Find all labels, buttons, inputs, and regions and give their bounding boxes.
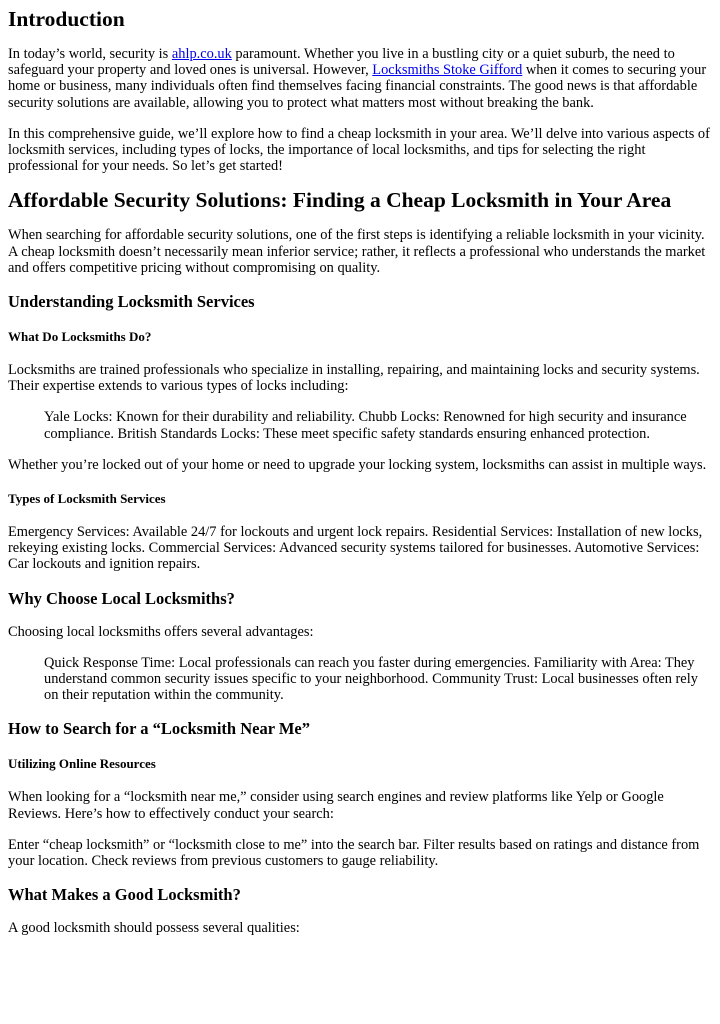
what-paragraph-2: Whether you’re locked out of your home or need to upgrade your locking system, locksmiths can assist in multiple ways.	[8, 456, 707, 473]
lock-types-quote: Yale Locks: Known for their durability and reliability. Chubb Locks: Renowned for high security and insurance compliance. British Standards Locks: These meet specific safety standards ensuring enhanced protection.	[44, 409, 687, 442]
online-paragraph-2: Enter “cheap locksmith” or “locksmith close to me” into the search bar. Filter results based on ratings and distance from your location. Check reviews from previous customers to gauge reliability.	[8, 836, 700, 870]
search-heading: How to Search for a “Locksmith Near Me”	[8, 719, 311, 739]
intro-heading: Introduction	[8, 7, 125, 31]
good-locksmith-paragraph: A good locksmith should possess several qualities:	[8, 920, 300, 937]
understanding-heading: Understanding Locksmith Services	[8, 292, 255, 312]
types-paragraph: Emergency Services: Available 24/7 for lockouts and urgent lock repairs. Residential Services: Installation of new locks, rekeying existing locks. Commercial Services: Advanced security systems tailored for businesses. Automotive Services: Car lockouts and ignition repairs.	[8, 524, 703, 573]
what-paragraph-1: Locksmiths are trained professionals who specialize in installing, repairing, and maintaining locks and security systems. Their expertise extends to various types of locks including:	[8, 362, 700, 395]
ahlp-link[interactable]: ahlp.co.uk	[171, 46, 232, 62]
local-heading: Why Choose Local Locksmiths?	[8, 588, 235, 608]
good-locksmith-heading: What Makes a Good Locksmith?	[8, 885, 241, 905]
intro-paragraph-1	[8, 46, 712, 111]
article	[0, 7, 720, 936]
online-paragraph-1: When looking for a “locksmith near me,” consider using search engines and review platforms like Yelp or Google Reviews. Here’s how to effectively conduct your search:	[8, 789, 664, 822]
online-resources-heading: Utilizing Online Resources	[8, 756, 156, 772]
local-advantages-quote: Quick Response Time: Local professionals can reach you faster during emergencies. Familiarity with Area: They understand common security issues specific to your neighborhood. Community Trust: Local businesses often rely on their reputation within the community.	[44, 654, 698, 704]
intro-text-part-2: paramount. Whether you live in a bustling city or a quiet suburb, the need to safeguard your property and loved ones is universal. However,	[8, 46, 675, 79]
types-heading: Types of Locksmith Services	[8, 491, 166, 507]
affordable-paragraph: When searching for affordable security solutions, one of the first steps is identifying a reliable locksmith in your vicinity. A cheap locksmith doesn’t necessarily mean inferior service; rather, it reflects a professional who understands the market and offers competitive pricing without compromising on quality.	[8, 227, 706, 276]
intro-text-part-1: In today’s world, security is	[8, 46, 172, 62]
intro-text-part-3: when it comes to securing your home or business, many individuals often find themselves facing financial constraints. The good news is that affordable security solutions are available, allowing you to protect what matters most without breaking the bank.	[8, 62, 707, 111]
affordable-heading: Affordable Security Solutions: Finding a Cheap Locksmith in Your Area	[8, 188, 672, 213]
what-heading: What Do Locksmiths Do?	[8, 329, 152, 345]
intro-paragraph-2: In this comprehensive guide, we’ll explore how to find a cheap locksmith in your area. We’ll delve into various aspects of locksmith services, including types of locks, the importance of local locksmiths, and tips for selecting the right professional for your needs. So let’s get started!	[8, 125, 710, 175]
local-paragraph: Choosing local locksmiths offers several advantages:	[8, 623, 314, 640]
locksmiths-stoke-gifford-link[interactable]: Locksmiths Stoke Gifford	[372, 62, 523, 79]
